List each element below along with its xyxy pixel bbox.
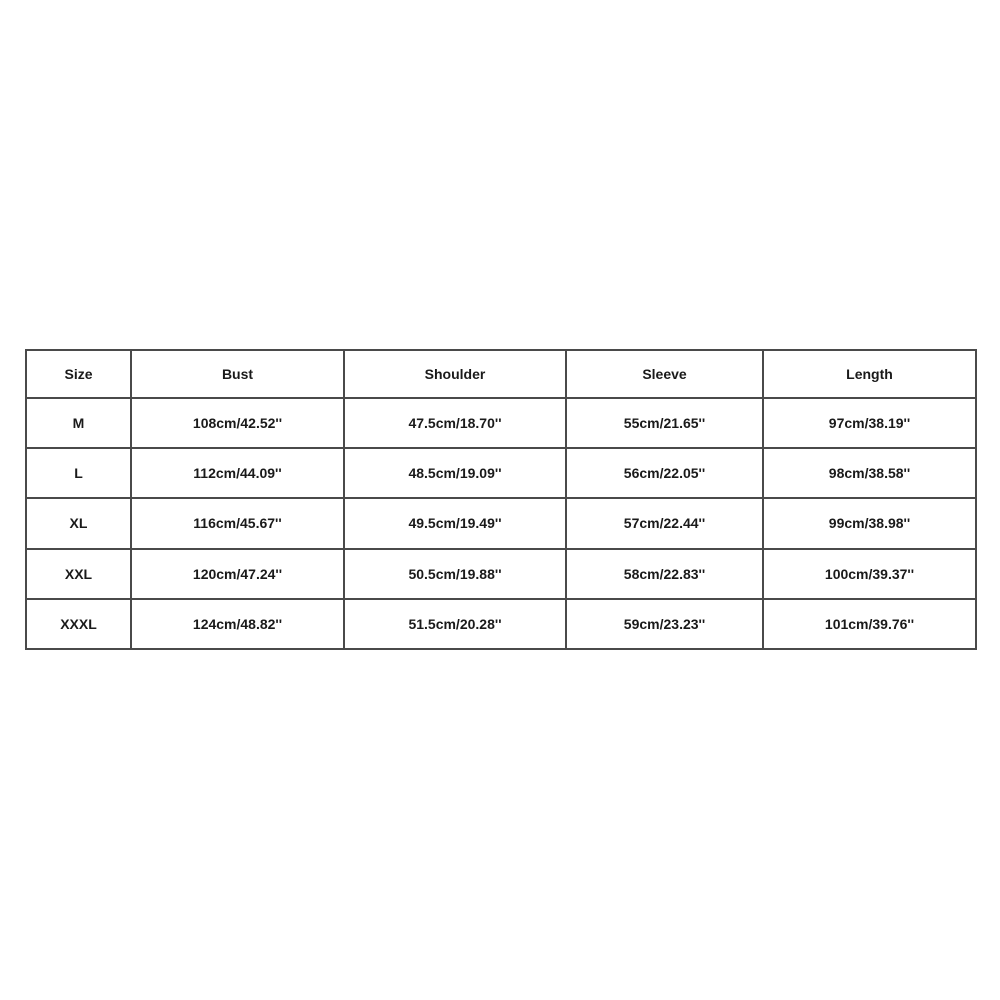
header-bust: Bust bbox=[131, 350, 344, 398]
cell-size: L bbox=[26, 448, 131, 498]
cell-sleeve: 58cm/22.83'' bbox=[566, 549, 763, 599]
cell-sleeve: 59cm/23.23'' bbox=[566, 599, 763, 649]
cell-bust: 124cm/48.82'' bbox=[131, 599, 344, 649]
table-row bbox=[26, 398, 976, 448]
cell-shoulder: 47.5cm/18.70'' bbox=[344, 398, 566, 448]
cell-size: XXXL bbox=[26, 599, 131, 649]
table-header-row bbox=[26, 350, 976, 398]
table-row bbox=[26, 448, 976, 498]
cell-shoulder: 50.5cm/19.88'' bbox=[344, 549, 566, 599]
cell-bust: 120cm/47.24'' bbox=[131, 549, 344, 599]
cell-bust: 112cm/44.09'' bbox=[131, 448, 344, 498]
cell-bust: 108cm/42.52'' bbox=[131, 398, 344, 448]
cell-sleeve: 57cm/22.44'' bbox=[566, 498, 763, 548]
cell-sleeve: 56cm/22.05'' bbox=[566, 448, 763, 498]
cell-bust: 116cm/45.67'' bbox=[131, 498, 344, 548]
cell-shoulder: 49.5cm/19.49'' bbox=[344, 498, 566, 548]
cell-shoulder: 48.5cm/19.09'' bbox=[344, 448, 566, 498]
cell-length: 101cm/39.76'' bbox=[763, 599, 976, 649]
cell-size: M bbox=[26, 398, 131, 448]
table-row bbox=[26, 549, 976, 599]
cell-size: XXL bbox=[26, 549, 131, 599]
cell-size: XL bbox=[26, 498, 131, 548]
cell-length: 99cm/38.98'' bbox=[763, 498, 976, 548]
header-size: Size bbox=[26, 350, 131, 398]
size-chart-table bbox=[25, 349, 977, 650]
header-length: Length bbox=[763, 350, 976, 398]
cell-length: 97cm/38.19'' bbox=[763, 398, 976, 448]
table-row bbox=[26, 599, 976, 649]
cell-shoulder: 51.5cm/20.28'' bbox=[344, 599, 566, 649]
cell-length: 100cm/39.37'' bbox=[763, 549, 976, 599]
header-shoulder: Shoulder bbox=[344, 350, 566, 398]
header-sleeve: Sleeve bbox=[566, 350, 763, 398]
cell-sleeve: 55cm/21.65'' bbox=[566, 398, 763, 448]
table-row bbox=[26, 498, 976, 548]
cell-length: 98cm/38.58'' bbox=[763, 448, 976, 498]
